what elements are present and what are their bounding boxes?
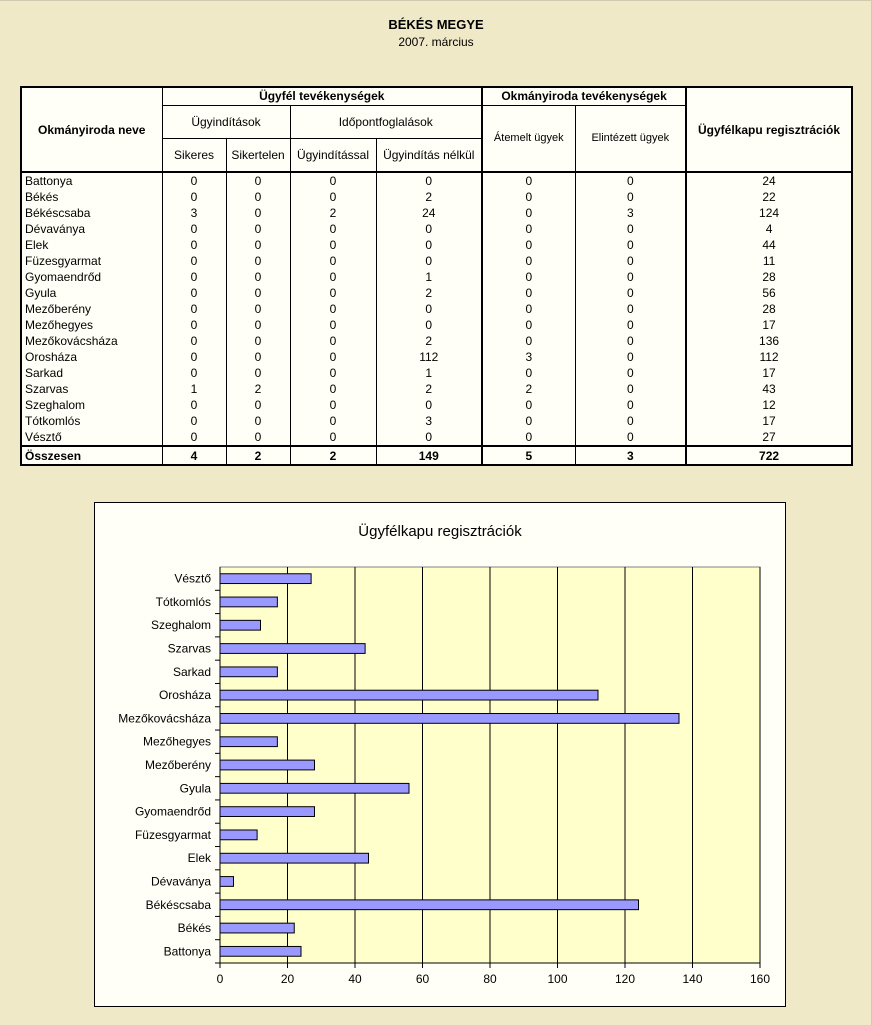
value-cell: 0	[290, 429, 376, 446]
table-total-row	[21, 446, 852, 465]
page-title: BÉKÉS MEGYE	[388, 17, 484, 32]
value-cell: 0	[575, 413, 686, 429]
table-row	[21, 285, 852, 301]
value-cell: 0	[162, 365, 226, 381]
table-row	[21, 349, 852, 365]
office-name-cell: Összesen	[21, 446, 162, 465]
value-cell: 0	[575, 381, 686, 397]
col-header-successful: Sikeres	[162, 138, 226, 172]
value-cell: 0	[575, 317, 686, 333]
value-cell: 0	[226, 172, 290, 189]
value-cell: 0	[575, 365, 686, 381]
value-cell: 1	[376, 365, 482, 381]
office-name-cell: Dévaványa	[21, 221, 162, 237]
value-cell: 0	[162, 413, 226, 429]
table-row	[21, 429, 852, 446]
value-cell: 0	[290, 365, 376, 381]
data-table	[20, 86, 853, 466]
value-cell: 11	[686, 253, 852, 269]
table-row	[21, 413, 852, 429]
category-label: Mezőkovácsháza	[118, 711, 211, 726]
value-cell: 0	[290, 221, 376, 237]
office-name-cell: Békéscsaba	[21, 205, 162, 221]
category-label: Szeghalom	[150, 618, 211, 633]
value-cell: 2	[376, 285, 482, 301]
bar-szeghalom	[220, 620, 261, 630]
bar-békés	[220, 923, 294, 933]
office-name-cell: Elek	[21, 237, 162, 253]
bar-battonya	[220, 946, 301, 956]
value-cell: 0	[482, 189, 575, 205]
office-name-cell: Orosháza	[21, 349, 162, 365]
value-cell: 27	[686, 429, 852, 446]
value-cell: 0	[575, 429, 686, 446]
col-header-with-case-start: Ügyindítással	[290, 138, 376, 172]
value-cell: 112	[376, 349, 482, 365]
x-tick-label: 140	[682, 972, 703, 986]
table-row	[21, 365, 852, 381]
value-cell: 0	[290, 301, 376, 317]
x-tick-label: 160	[749, 972, 771, 986]
value-cell: 0	[575, 349, 686, 365]
value-cell: 0	[376, 429, 482, 446]
value-cell: 56	[686, 285, 852, 301]
value-cell: 0	[290, 397, 376, 413]
office-name-cell: Battonya	[21, 172, 162, 189]
value-cell: 2	[376, 381, 482, 397]
bar-mezőberény	[220, 760, 315, 770]
value-cell: 0	[162, 397, 226, 413]
value-cell: 0	[575, 189, 686, 205]
table-row	[21, 269, 852, 285]
value-cell: 0	[162, 172, 226, 189]
bar-gyomaendrőd	[220, 807, 315, 817]
bar-orosháza	[220, 690, 598, 700]
value-cell: 112	[686, 349, 852, 365]
value-cell: 0	[162, 349, 226, 365]
value-cell: 0	[290, 381, 376, 397]
value-cell: 0	[290, 349, 376, 365]
category-label: Füzesgyarmat	[134, 827, 211, 842]
x-tick-label: 0	[216, 972, 224, 986]
value-cell: 0	[226, 221, 290, 237]
table-row	[21, 189, 852, 205]
office-name-cell: Mezőberény	[21, 301, 162, 317]
bar-sarkad	[220, 667, 277, 677]
category-label: Gyomaendrőd	[134, 804, 211, 819]
office-name-cell: Sarkad	[21, 365, 162, 381]
value-cell: 0	[482, 413, 575, 429]
value-cell: 0	[290, 317, 376, 333]
value-cell: 0	[290, 333, 376, 349]
value-cell: 17	[686, 317, 852, 333]
bar-tótkomlós	[220, 597, 277, 607]
bar-vésztő	[220, 574, 311, 584]
office-name-cell: Vésztő	[21, 429, 162, 446]
value-cell: 0	[376, 317, 482, 333]
value-cell: 0	[482, 333, 575, 349]
x-tick-label: 40	[348, 972, 362, 986]
col-header-without-case-start: Ügyindítás nélkül	[376, 138, 482, 172]
value-cell: 0	[575, 253, 686, 269]
value-cell: 0	[575, 301, 686, 317]
value-cell: 1	[162, 381, 226, 397]
x-tick-label: 120	[614, 972, 636, 986]
value-cell: 0	[290, 285, 376, 301]
value-cell: 0	[162, 253, 226, 269]
value-cell: 2	[376, 189, 482, 205]
value-cell: 3	[482, 349, 575, 365]
value-cell: 0	[162, 429, 226, 446]
group-header-client-activities: Ügyfél tevékenységek	[162, 87, 482, 105]
value-cell: 0	[482, 317, 575, 333]
value-cell: 17	[686, 413, 852, 429]
value-cell: 124	[686, 205, 852, 221]
value-cell: 0	[376, 253, 482, 269]
value-cell: 0	[290, 413, 376, 429]
office-name-cell: Mezőkovácsháza	[21, 333, 162, 349]
value-cell: 44	[686, 237, 852, 253]
value-cell: 0	[162, 317, 226, 333]
value-cell: 24	[686, 172, 852, 189]
category-label: Szarvas	[167, 641, 211, 656]
value-cell: 0	[575, 285, 686, 301]
x-tick-label: 20	[280, 972, 295, 986]
value-cell: 0	[226, 317, 290, 333]
value-cell: 0	[482, 221, 575, 237]
value-cell: 0	[162, 333, 226, 349]
value-cell: 2	[290, 205, 376, 221]
value-cell: 0	[162, 301, 226, 317]
value-cell: 722	[686, 446, 852, 465]
value-cell: 3	[575, 446, 686, 465]
value-cell: 0	[575, 221, 686, 237]
table-row	[21, 221, 852, 237]
value-cell: 0	[162, 269, 226, 285]
value-cell: 0	[575, 397, 686, 413]
value-cell: 0	[290, 253, 376, 269]
value-cell: 0	[482, 172, 575, 189]
table-row	[21, 253, 852, 269]
bar-mezőhegyes	[220, 737, 277, 747]
value-cell: 0	[482, 365, 575, 381]
value-cell: 0	[226, 301, 290, 317]
col-header-transferred: Átemelt ügyek	[482, 105, 575, 172]
value-cell: 0	[376, 397, 482, 413]
value-cell: 0	[226, 189, 290, 205]
value-cell: 3	[162, 205, 226, 221]
value-cell: 0	[226, 269, 290, 285]
value-cell: 2	[482, 381, 575, 397]
value-cell: 0	[226, 349, 290, 365]
value-cell: 0	[376, 237, 482, 253]
value-cell: 0	[482, 253, 575, 269]
value-cell: 1	[376, 269, 482, 285]
value-cell: 0	[482, 301, 575, 317]
table-row	[21, 333, 852, 349]
office-name-cell: Füzesgyarmat	[21, 253, 162, 269]
x-tick-label: 60	[415, 972, 430, 986]
subgroup-header-case-starts: Ügyindítások	[162, 105, 290, 138]
value-cell: 0	[482, 237, 575, 253]
page-subtitle: 2007. március	[398, 35, 474, 49]
category-label: Vésztő	[174, 571, 211, 586]
value-cell: 0	[226, 429, 290, 446]
value-cell: 0	[482, 429, 575, 446]
value-cell: 5	[482, 446, 575, 465]
office-name-cell: Szeghalom	[21, 397, 162, 413]
chart-frame	[94, 502, 786, 1007]
value-cell: 0	[376, 172, 482, 189]
subgroup-header-appointments: Időpontfoglalások	[290, 105, 482, 138]
value-cell: 28	[686, 269, 852, 285]
table-row	[21, 172, 852, 189]
value-cell: 0	[226, 333, 290, 349]
bar-elek	[220, 853, 369, 863]
bar-füzesgyarmat	[220, 830, 257, 840]
bar-dévaványa	[220, 877, 234, 887]
office-name-cell: Gyula	[21, 285, 162, 301]
office-name-cell: Gyomaendrőd	[21, 269, 162, 285]
value-cell: 149	[376, 446, 482, 465]
value-cell: 0	[290, 172, 376, 189]
value-cell: 0	[162, 285, 226, 301]
category-label: Elek	[187, 851, 211, 866]
col-header-completed: Elintézett ügyek	[575, 105, 686, 172]
office-name-cell: Tótkomlós	[21, 413, 162, 429]
value-cell: 0	[290, 189, 376, 205]
value-cell: 0	[290, 237, 376, 253]
category-label: Battonya	[163, 944, 211, 959]
category-label: Sarkad	[172, 664, 211, 679]
x-tick-label: 100	[547, 972, 568, 986]
value-cell: 4	[162, 446, 226, 465]
chart-title: Ügyfélkapu regisztrációk	[358, 523, 522, 540]
col-header-registrations: Ügyfélkapu regisztrációk	[686, 87, 852, 172]
office-name-cell: Békés	[21, 189, 162, 205]
category-label: Békéscsaba	[145, 897, 211, 912]
value-cell: 0	[226, 365, 290, 381]
category-label: Tótkomlós	[155, 594, 211, 609]
bar-gyula	[220, 783, 409, 793]
value-cell: 0	[482, 397, 575, 413]
bar-chart	[95, 503, 785, 1006]
bar-szarvas	[220, 644, 365, 654]
value-cell: 2	[226, 446, 290, 465]
value-cell: 0	[290, 269, 376, 285]
value-cell: 2	[290, 446, 376, 465]
value-cell: 0	[162, 221, 226, 237]
office-name-cell: Szarvas	[21, 381, 162, 397]
value-cell: 0	[226, 413, 290, 429]
table-row	[21, 317, 852, 333]
value-cell: 0	[162, 237, 226, 253]
table-row	[21, 381, 852, 397]
value-cell: 0	[162, 189, 226, 205]
x-tick-label: 80	[483, 972, 497, 986]
value-cell: 0	[482, 205, 575, 221]
value-cell: 0	[226, 397, 290, 413]
col-header-office-name: Okmányiroda neve	[21, 87, 162, 172]
value-cell: 28	[686, 301, 852, 317]
table-row	[21, 237, 852, 253]
category-label: Dévaványa	[150, 874, 211, 889]
category-label: Orosháza	[158, 688, 211, 703]
table-row	[21, 205, 852, 221]
bar-mezőkovácsháza	[220, 714, 679, 724]
value-cell: 0	[226, 237, 290, 253]
category-label: Mezőberény	[144, 758, 211, 772]
value-cell: 3	[575, 205, 686, 221]
value-cell: 0	[575, 269, 686, 285]
value-cell: 136	[686, 333, 852, 349]
value-cell: 2	[376, 333, 482, 349]
category-label: Mezőhegyes	[142, 734, 211, 749]
table-row	[21, 397, 852, 413]
value-cell: 43	[686, 381, 852, 397]
value-cell: 4	[686, 221, 852, 237]
table-row	[21, 301, 852, 317]
category-label: Békés	[177, 921, 211, 936]
col-header-unsuccessful: Sikertelen	[226, 138, 290, 172]
value-cell: 0	[226, 253, 290, 269]
value-cell: 0	[575, 172, 686, 189]
value-cell: 0	[575, 333, 686, 349]
value-cell: 0	[226, 205, 290, 221]
value-cell: 2	[226, 381, 290, 397]
value-cell: 3	[376, 413, 482, 429]
value-cell: 0	[482, 285, 575, 301]
value-cell: 0	[482, 269, 575, 285]
value-cell: 0	[575, 237, 686, 253]
value-cell: 0	[376, 221, 482, 237]
office-name-cell: Mezőhegyes	[21, 317, 162, 333]
bar-békéscsaba	[220, 900, 639, 910]
group-header-office-activities: Okmányiroda tevékenységek	[482, 87, 686, 105]
value-cell: 0	[226, 285, 290, 301]
value-cell: 17	[686, 365, 852, 381]
value-cell: 24	[376, 205, 482, 221]
category-label: Gyula	[179, 781, 211, 796]
value-cell: 0	[376, 301, 482, 317]
value-cell: 12	[686, 397, 852, 413]
value-cell: 22	[686, 189, 852, 205]
